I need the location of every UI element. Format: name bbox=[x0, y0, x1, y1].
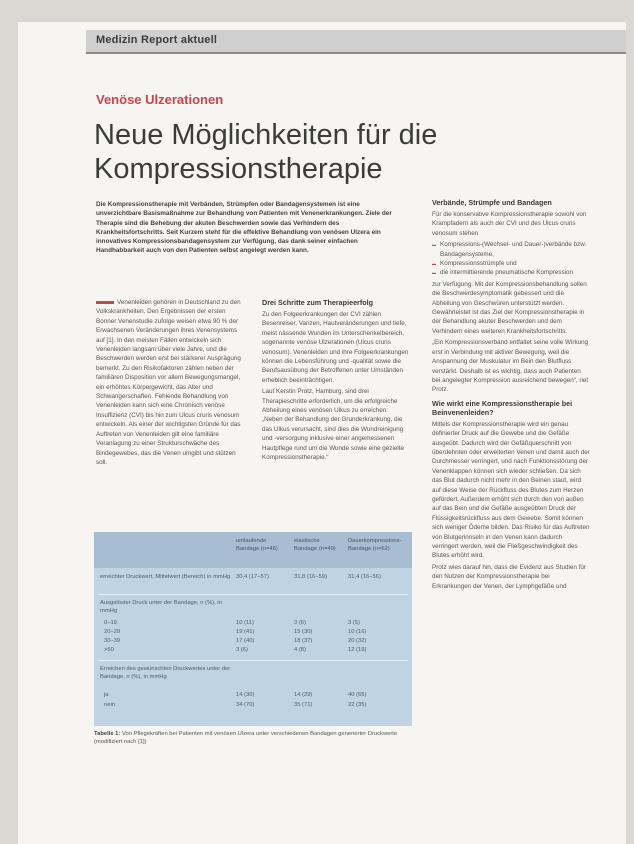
table-cell: 35 (71) bbox=[294, 702, 313, 708]
table-row-label: 0–19 bbox=[104, 620, 117, 626]
table-cell: 12 (19) bbox=[348, 647, 367, 653]
column-2 bbox=[262, 298, 410, 465]
article-title-line1: Neue Möglichkeiten für die bbox=[94, 119, 438, 151]
data-table bbox=[94, 532, 412, 726]
table-cell: 17 (40) bbox=[236, 638, 255, 644]
column-3-paragraph-1: zur Verfügung. Mit der Kompressionsbehandlung sollen die Beschwerdesymptomatik gebessert und die Abheilung von Geschwüren unterstützt werden. Gewährleistet ist das Ziel der Kompressionstherapie in der Behandlung akuter Beschwerden und dem Verhindern eines weiteren Krankheitsfortschritts. bbox=[432, 280, 587, 335]
table-cell: 20 (32) bbox=[348, 638, 367, 644]
table-row-label: Ausgelöster Druck unter der Bandage, n (%), in mmHg bbox=[100, 600, 222, 614]
accent-bar bbox=[96, 301, 114, 304]
column-3-paragraph-4: Protz wies darauf hin, dass die Evidenz aus Studien für den Nutzen der Kompressionstherapie bei Erkrankungen der Venen, der Lymphgefäße und bbox=[432, 563, 587, 590]
column-2-heading: Drei Schritte zum Therapieerfolg bbox=[262, 298, 374, 307]
column-3-heading: Verbände, Strümpfe und Bandagen bbox=[432, 198, 552, 207]
section-label: Medizin Report aktuell bbox=[96, 34, 218, 46]
table-cell: 19 (41) bbox=[236, 629, 255, 635]
table-cell: 10 (16) bbox=[348, 629, 367, 635]
bullet-item: ▬ Kompressions-(Wechsel- und Dauer-)verbände bzw. Bandagensysteme, bbox=[432, 240, 590, 259]
table-separator bbox=[98, 594, 408, 595]
table-header-cell: umlaufende Bandage (n=46) bbox=[236, 538, 278, 552]
bullet-list bbox=[432, 240, 590, 278]
table-caption-label: Tabelle 1: bbox=[94, 731, 121, 737]
table-cell: 15 (30) bbox=[294, 629, 313, 635]
table-cell: 14 (30) bbox=[236, 692, 255, 698]
table-cell: 40 (65) bbox=[348, 692, 367, 698]
table-cell: 3 (6) bbox=[294, 620, 306, 626]
table-row-label: 20–29 bbox=[104, 629, 121, 635]
table-cell: 22 (35) bbox=[348, 702, 367, 708]
table-cell: 34 (70) bbox=[236, 702, 255, 708]
table-row-label: nein bbox=[104, 702, 115, 708]
table-header-cell: elastische Bandage (n=49) bbox=[294, 538, 336, 552]
column-1-text: Venenleiden gehören in Deutschland zu den Volkskrankheiten. Den Ergebnissen der ersten Bonner Venenstudie zufolge weisen etwa 90 % der Erwachsenen Veränderungen ihres Venensystems auf [1]. In den meisten Fällen entwickeln sich Venenleiden langsam über viele Jahre, und die Beschwerden werden erst bei stärkerer Ausprägung bemerkt. Zu den Risikofaktoren zählen neben der familiären Disposition vor allem Bewegungsmangel, ein erhöhtes Körpergewicht, das Alter und Schwangerschaften. Fehlende Behandlung von Venenleiden kann sich eine Chronisch venöse Insuffizienz (CVI) bis hin zum Ulcus cruris venosum entwickeln. Als einer der wichtigsten Gründe für das Auftreten von Venenleiden gilt eine familiäre Veranlagung zu einer Strukturschwäche des Bindegewebes, das die Venen umgibt und stützen soll. bbox=[96, 299, 241, 466]
article-title bbox=[94, 118, 437, 186]
table-caption bbox=[94, 730, 412, 747]
table-cell: 4 (8) bbox=[294, 647, 306, 653]
table-cell: 31,8 (16–59) bbox=[294, 574, 327, 580]
table-cell: 3 (5) bbox=[348, 620, 360, 626]
column-2-paragraph-1: Zu den Folgeerkrankungen der CVI zählen Besenreiser, Varizen, Hautveränderungen und tiefe, meist nässende Wunden im Unterschenkelbereich, sogenannte venöse Ulzerationen (Ulcus cruris venosum). Venenleiden und ihre Folgeerkrankungen können die Lebensführung und -qualität sowie die Berufsausübung der Betroffenen unter Umständen erheblich beeinträchtigen. bbox=[262, 311, 409, 384]
column-3-subheading: Wie wirkt eine Kompressionstherapie bei Beinvenenleiden? bbox=[432, 398, 573, 417]
bullet-item: ▬ die intermittierende pneumatische Kompression bbox=[432, 268, 590, 277]
table-row-label: 30–39 bbox=[104, 638, 121, 644]
table-cell: 31,4 (16–56) bbox=[348, 574, 381, 580]
table-row-label: Erreichen des gewünschten Druckwertes unter der Bandage, n (%), in mmHg bbox=[100, 666, 231, 680]
table-cell: 10 (11) bbox=[236, 620, 254, 626]
table-row-label: erreichter Druckwert, Mittelwert (Bereich) in mmHg bbox=[100, 574, 231, 580]
table-separator bbox=[98, 660, 408, 661]
column-3-intro: Für die konservative Kompressionstherapie sowohl von Krampfadern als auch der CVI und des Ulcus cruris venosum stehen bbox=[432, 211, 587, 237]
column-3 bbox=[432, 198, 590, 593]
column-1 bbox=[96, 298, 246, 469]
column-3-paragraph-2: „Ein Kompressionsverband entfaltet seine volle Wirkung erst in Verbindung mit aktiver Bewegung, weil die Anspannung der Muskulatur im Bein den Blutfluss verstärkt. Deshalb ist es wichtig, dass auch Patienten bei angelegter Kompression ausreichend bewegen“, riet Protz. bbox=[432, 339, 589, 394]
article-kicker: Venöse Ulzerationen bbox=[96, 92, 224, 107]
table-cell: 30,4 (17–57) bbox=[236, 574, 269, 580]
column-1-paragraph bbox=[96, 298, 246, 467]
bullet-item: ▬ Kompressionsstrümpfe und bbox=[432, 259, 590, 268]
article-lead: Die Kompressionstherapie mit Verbänden, Strümpfen oder Bandagensystemen ist eine unverzichtbare Basismaßnahme zur Behandlung von Patienten mit Venenerkrankungen. Ziele der Therapie sind die Behebung der akuten Beschwerden sowie das Verhindern des Krankheitsfortschritts. Seit Kurzem steht für die effektive Behandlung von venösen Ulzera ein innovatives Kompressionsbandagensystem zur Verfügung, das dank seiner einfachen Handhabbarkeit auch von den Patienten selbst angelegt werden kann. bbox=[96, 201, 392, 255]
table-cell: 18 (37) bbox=[294, 638, 313, 644]
table-caption-text: Von Pflegekräften bei Patienten mit venösen Ulzera unter verschiedenen Bandagen generierter Druckwerte (modifiziert nach [1]) bbox=[94, 731, 398, 746]
column-3-paragraph-3: Mittels der Kompressionstherapie wird ein genau definierter Druck auf die Gewebe und die Gefäße ausgeübt. Dadurch wird der Gefäßquerschnitt von überdehnten oder erweiterten Venen und damit auch der Durchmesser verringert, und nach Funktionsstörung der Venenklappen können sich wieder schließen. Da sich das Blut dadurch nicht mehr in den Beinen staut, wird auf diese Weise der Rückfluss des Blutes zum Herzen gefördert. Außerdem erhöht sich durch den von außen auf das Bein und die Gefäße ausgeübten Druck der Flüssigkeitsrückfluss aus dem Gewebe. Somit können sich weniger Ödeme bilden. Das Risiko für das Auftreten von Blutgerinnseln in den Venen kann dadurch verringert werden, weil die Fließgeschwindigkeit des Blutes erhöht wird. bbox=[432, 420, 590, 560]
table-row-label: ja bbox=[104, 692, 109, 698]
table-row-label: >50 bbox=[104, 647, 114, 653]
column-2-paragraph-2: Laut Kerstin Protz, Hamburg, sind drei Therapieschritte erforderlich, um die erfolgreiche Abheilung eines venösen Ulkus zu erreichen: „Neben der Behandlung der Grunderkrankung, die das Ulkus verursacht, sind dies die Wundreinigung und -versorgung inklusive einer angemessenen Hautpflege rund um die Wunde sowie eine gezielte Kompressionstherapie.“ bbox=[262, 388, 405, 462]
table-header-cell: Dauerkompressions-Bandage (n=62) bbox=[348, 538, 402, 552]
table-cell: 14 (29) bbox=[294, 692, 313, 698]
header-divider bbox=[86, 52, 626, 54]
article-title-line2: Kompressionstherapie bbox=[94, 153, 383, 185]
table-cell: 3 (6) bbox=[236, 647, 248, 653]
